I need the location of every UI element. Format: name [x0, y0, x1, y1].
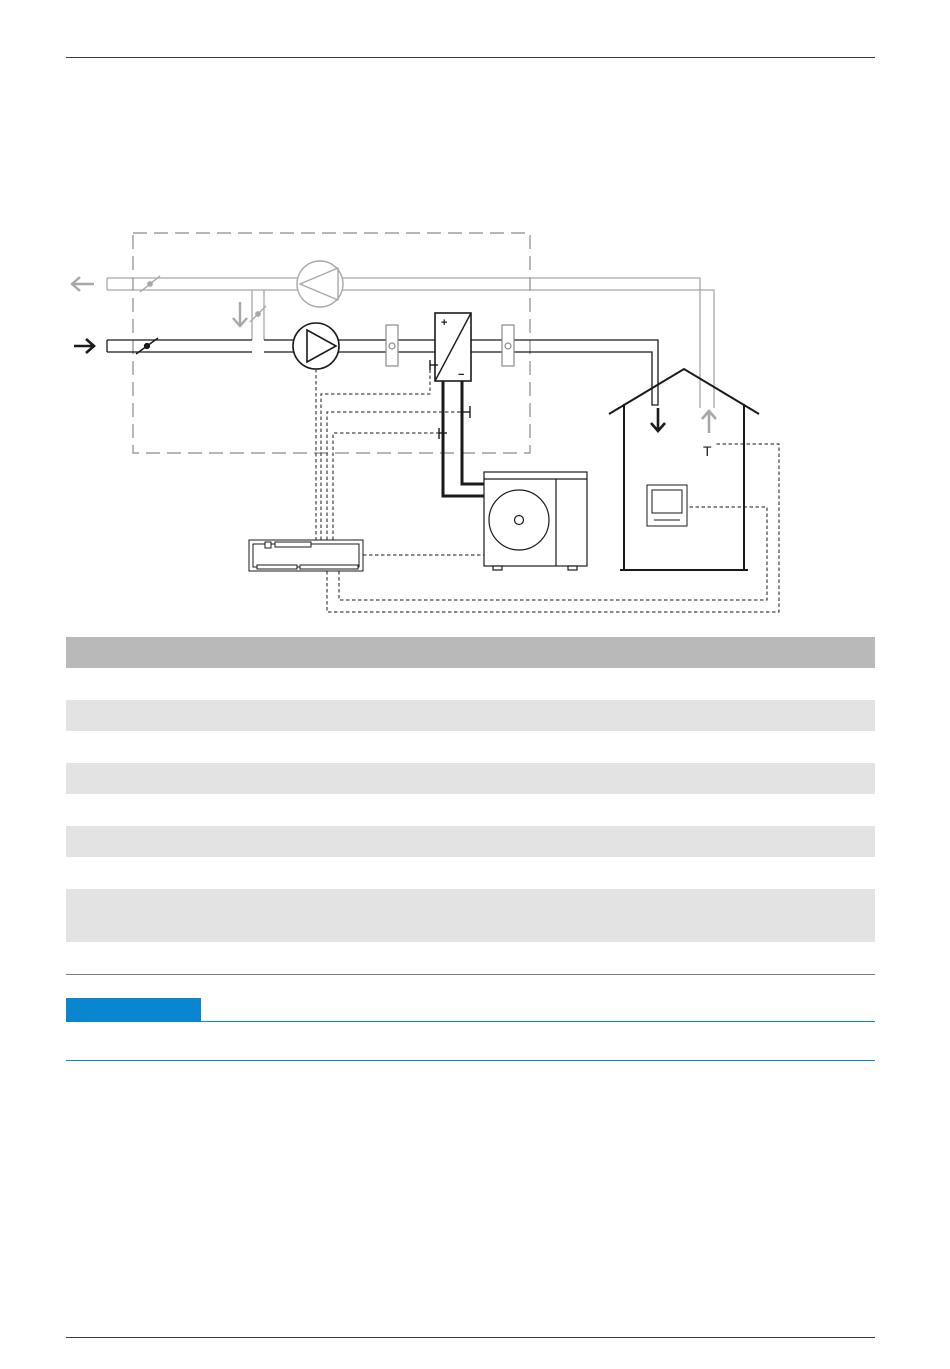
room-exhaust-arrow	[702, 411, 716, 433]
ventilation-heat-pump-schematic	[0, 210, 950, 630]
duct-sensor-2	[502, 325, 514, 366]
table-row	[66, 731, 875, 763]
note-top-rule	[66, 1021, 875, 1022]
room-panel	[647, 485, 687, 526]
refrigerant-lines	[443, 381, 486, 496]
bypass-arrow-icon	[233, 302, 247, 326]
note-bottom-rule	[66, 1060, 875, 1061]
table-row	[66, 942, 875, 974]
supply-in-arrow	[74, 339, 94, 353]
table-bottom-rule	[66, 974, 875, 975]
supply-fan	[293, 323, 339, 369]
exhaust-fan	[297, 261, 343, 307]
room-temp-sensor: T	[703, 443, 712, 459]
exhaust-duct	[107, 278, 714, 408]
coil-minus-symbol: −	[458, 369, 465, 381]
coil-plus-symbol: +	[441, 317, 448, 329]
table-row	[66, 889, 875, 942]
house	[609, 369, 759, 570]
table-row	[66, 857, 875, 889]
table-row	[66, 668, 875, 700]
outdoor-heat-pump	[484, 472, 587, 570]
table-row	[66, 763, 875, 794]
exhaust-out-arrow	[72, 277, 94, 291]
dx-coil	[435, 313, 471, 381]
room-supply-arrow	[651, 408, 665, 431]
header-rule	[66, 57, 875, 58]
controller	[249, 540, 363, 571]
note-label-tab	[66, 998, 201, 1021]
table-row	[66, 826, 875, 857]
table-header-bar	[66, 637, 875, 668]
table-row	[66, 700, 875, 731]
table-row	[66, 794, 875, 826]
supply-duct	[107, 340, 658, 405]
duct-sensor-1	[386, 325, 398, 366]
footer-rule	[66, 1337, 875, 1338]
